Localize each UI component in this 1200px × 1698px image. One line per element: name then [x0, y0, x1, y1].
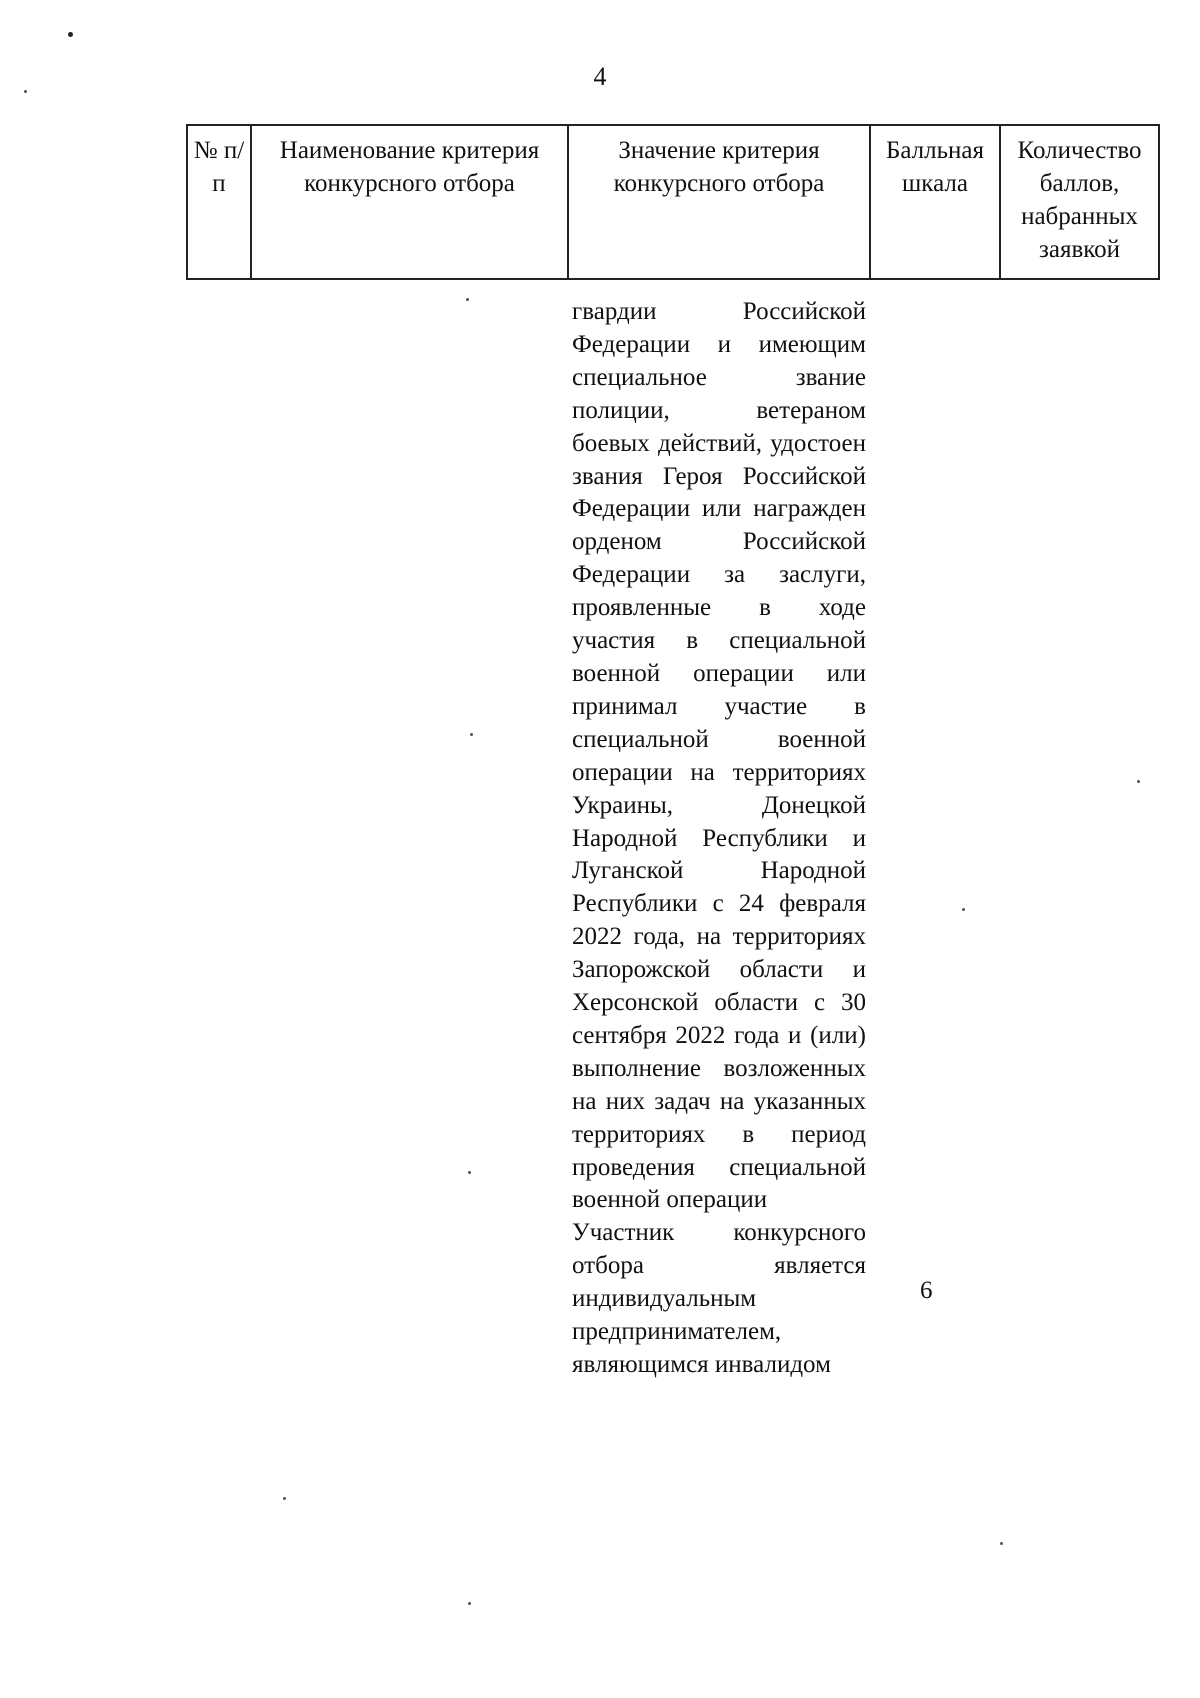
scan-speck: [962, 908, 965, 911]
column-header-criterion-name: Наименование критерия конкурсного отбора: [251, 125, 568, 279]
page-number: 4: [593, 62, 607, 91]
scan-speck: [466, 298, 469, 301]
scan-speck: [468, 1602, 471, 1605]
column-header-score-scale: Балльная шкала: [870, 125, 1000, 279]
column-header-number: № п/п: [187, 125, 251, 279]
scan-speck: [1000, 1542, 1003, 1545]
criterion-value-column: [572, 296, 866, 1382]
score-value: 6: [920, 1277, 933, 1304]
scan-speck: [283, 1497, 286, 1500]
criterion-value-text: Участник конкурсного отбора является индивидуальным предпринимателем, являющимся инвалидом: [572, 1219, 866, 1378]
table-header-row: [187, 125, 1159, 279]
column-header-criterion-value: Значение критерия конкурсного отбора: [568, 125, 870, 279]
criteria-table-header: [186, 124, 1160, 280]
scan-speck: [470, 733, 473, 736]
scan-speck: [24, 90, 27, 93]
column-header-points-earned: Количество баллов, набранных заявкой: [1000, 125, 1159, 279]
criterion-value-text: гвардии Российской Федерации и имеющим специальное звание полиции, ветераном боевых действий, удостоен звания Героя Российской Федерации или награжден орденом Российской Федерации за заслуги, проявленные в ходе участия в специальной военной операции или принимал участие в специальной военной операции на территориях Украины, Донецкой Народной Республики и Луганской Народной Республики с 24 февраля 2022 года, на территориях Запорожской области и Херсонской области с 30 сентября 2022 года и (или) выполнение возложенных на них задач на указанных территориях в период проведения специальной военной операции: [572, 298, 866, 1214]
scan-speck: [68, 32, 73, 37]
scan-speck: [468, 1171, 471, 1174]
scan-speck: [1137, 780, 1140, 783]
